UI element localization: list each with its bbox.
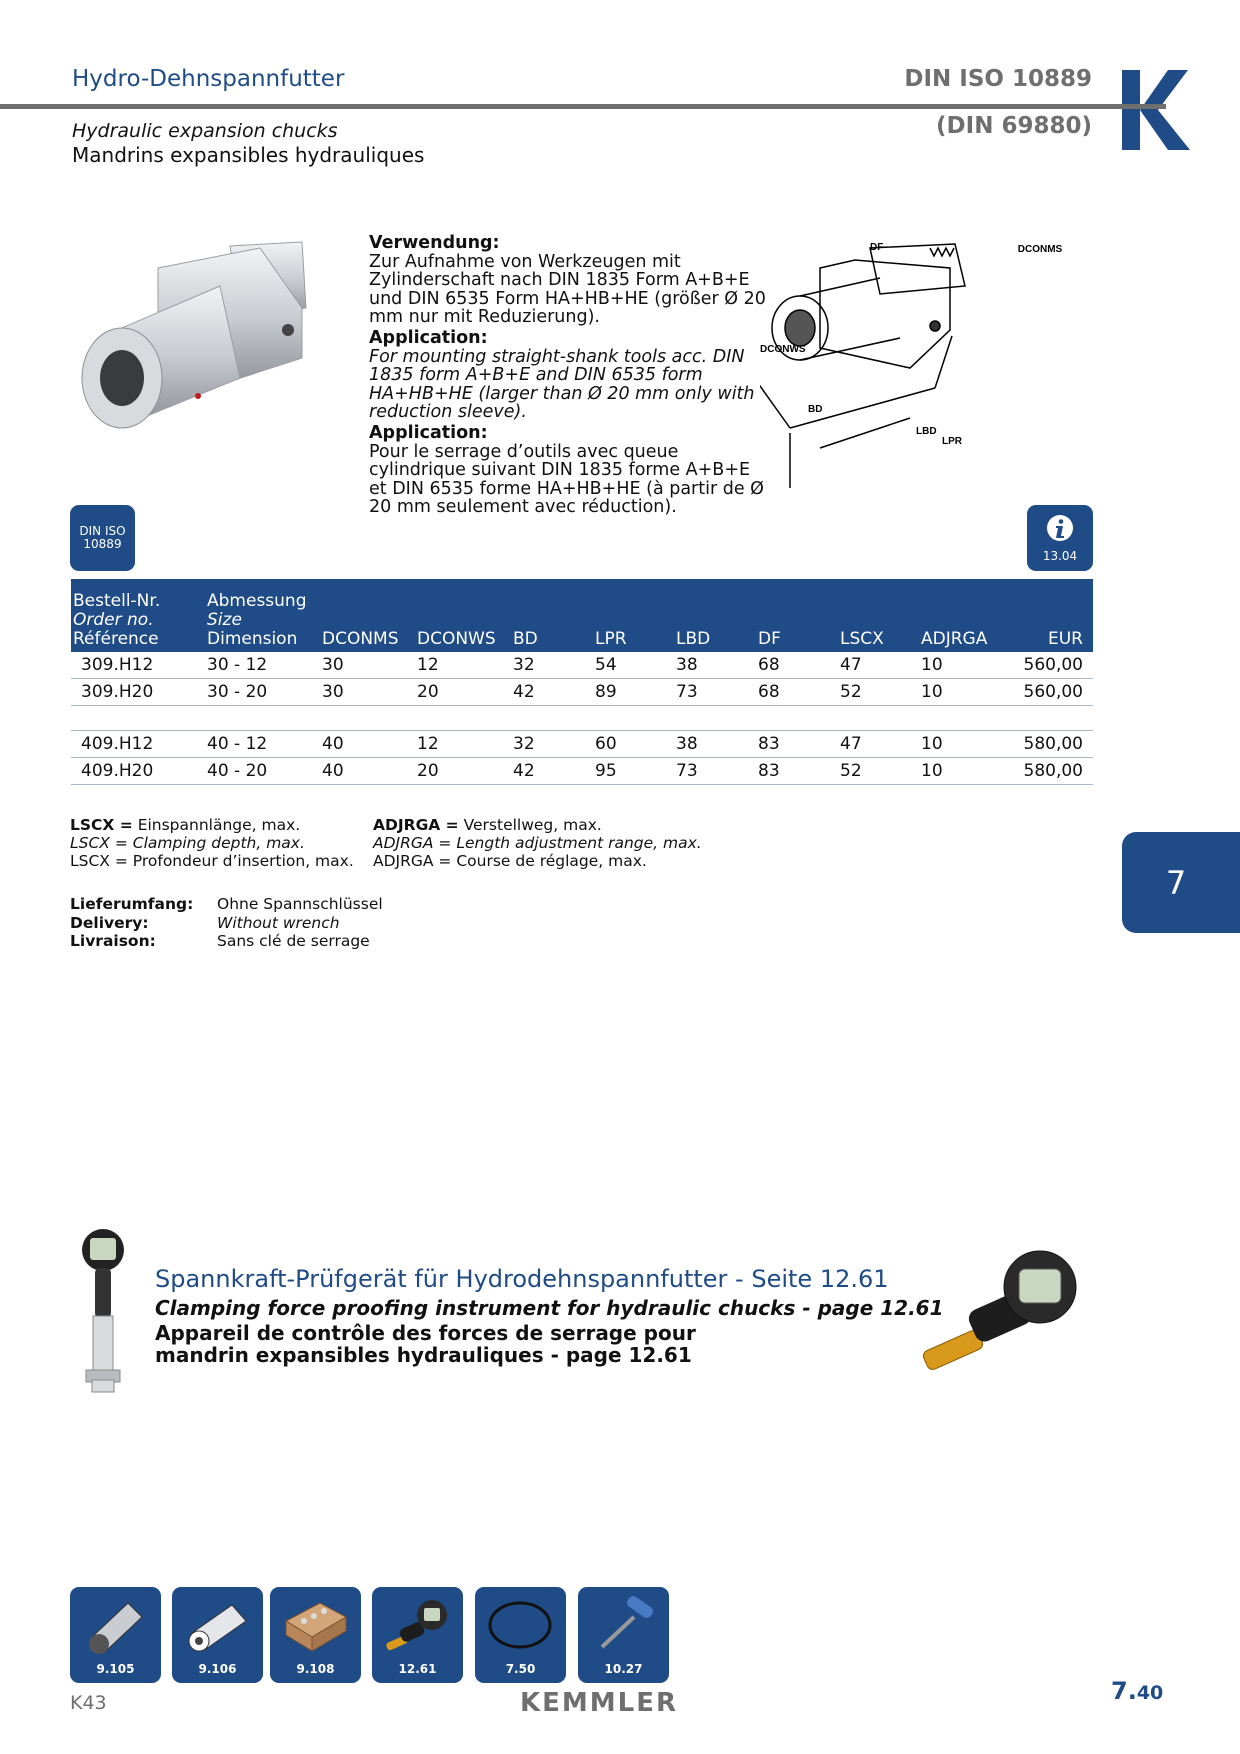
accessory-ref: 7.50 [505,1662,536,1676]
accessory-tile[interactable] [270,1587,361,1683]
kemmler-logo-icon [1120,70,1190,150]
delivery-info: Lieferumfang: Ohne Spannschlüssel Delivery: Without wrench Livraison: Sans clé de serrage [70,895,383,950]
accessory-ref: 9.105 [96,1662,135,1676]
header-adjrga: ADJRGA [919,579,1001,652]
usage-description [369,234,769,519]
din-standard: DIN ISO 10889 [904,66,1092,92]
force-gauge-photo [915,1245,1095,1380]
accessory-ref: 9.108 [296,1662,335,1676]
force-gauge-icon [382,1595,452,1655]
chuck-photo [70,238,340,458]
legend-lscx: LSCX = Einspannlänge, max. LSCX = Clamping depth, max. LSCX = Profondeur d’insertion, max. [70,816,354,870]
reduction-sleeve-icon [80,1595,150,1655]
footer-code: K43 [70,1692,107,1714]
label-lpr: LPR [942,436,962,447]
label-dconws: DCONWS [760,344,806,355]
info-icon [1045,513,1075,543]
header-eur: EUR [1001,579,1093,652]
o-ring-icon [485,1595,555,1655]
table-row: 309.H12 30 - 12 30 12 32 54 38 68 47 10 560,00 [71,652,1093,679]
subtitle-fr: Mandrins expansibles hydrauliques [72,143,425,167]
table-row: 409.H20 40 - 20 40 20 42 95 73 83 52 10 580,00 [71,758,1093,785]
usage-text-en: For mounting straight-shank tools acc. DIN 1835 form A+B+E and DIN 6535 form HA+HB+HE (larger than Ø 20 mm only with reduction sleeve). [369,346,755,423]
accessory-tile[interactable] [70,1587,161,1683]
label-lbd: LBD [916,426,937,437]
label-df: DF [870,242,884,253]
accessory-ref: 10.27 [604,1662,643,1676]
accessory-tile[interactable] [475,1587,566,1683]
accessory-tile[interactable] [372,1587,463,1683]
promo-title-en: Clamping force proofing instrument for hydraulic chucks - page 12.61 [155,1296,944,1320]
accessory-ref: 12.61 [398,1662,437,1676]
din-standard-old: (DIN 69880) [936,113,1092,139]
label-bd: BD [808,404,823,415]
usage-text-fr: Pour le serrage d’outils avec queue cylindrique suivant DIN 1835 forme A+B+E et DIN 6535 forme HA+HB+HE (à partir de Ø 20 mm seulement avec réduction). [369,441,764,518]
hex-key-icon [588,1595,658,1655]
table-header-row [71,579,1093,652]
din-badge-line1: DIN ISO [79,524,126,538]
header-lpr: LPR [593,579,674,652]
accessory-tile[interactable] [172,1587,263,1683]
page-title: Hydro-Dehnspannfutter [72,66,345,92]
header-rule [0,104,1122,109]
din-badge-line2: 10889 [83,537,122,551]
header-lscx: LSCX [838,579,919,652]
header-size: Abmessung Size Dimension [205,579,320,652]
header-dconms: DCONMS [320,579,415,652]
din-iso-badge [70,505,135,571]
page-number: 7.40 [1111,1677,1164,1705]
dimension-drawing [760,238,1090,488]
header-dconws: DCONWS [415,579,511,652]
header-order: Bestell-Nr. Order no. Référence [71,579,205,652]
legend-adjrga: ADJRGA = Verstellweg, max. ADJRGA = Length adjustment range, max. ADJRGA = Course de réglage, max. [373,816,702,870]
table-row: 409.H12 40 - 12 40 12 32 60 38 83 47 10 580,00 [71,731,1093,758]
info-badge-ref: 13.04 [1042,549,1078,563]
subtitle-en: Hydraulic expansion chucks [72,120,338,142]
test-device-photo [78,1228,128,1393]
table-row: 309.H20 30 - 20 30 20 42 89 73 68 52 10 560,00 [71,679,1093,706]
footer-brand: KEMMLER [520,1688,679,1718]
promo-title-fr: Appareil de contrôle des forces de serrage pour mandrin expansibles hydrauliques - page 12.61 [155,1321,696,1367]
table-spacer-row [71,706,1093,731]
accessory-ref: 9.106 [198,1662,237,1676]
usage-text-de: Zur Aufnahme von Werkzeugen mit Zylinderschaft nach DIN 1835 Form A+B+E und DIN 6535 Form HA+HB+HE (größer Ø 20 mm nur mit Reduzierung). [369,251,766,328]
sleeve-set-box-icon [280,1595,350,1655]
header-lbd: LBD [674,579,756,652]
chapter-tab[interactable]: 7 [1122,832,1240,933]
accessory-tile[interactable] [578,1587,669,1683]
sleeve-icon [182,1595,252,1655]
usage-heading-de: Verwendung: [369,233,500,253]
usage-heading-en: Application: [369,327,488,348]
usage-heading-fr: Application: [369,422,488,443]
info-badge[interactable] [1027,505,1093,571]
header-bd: BD [511,579,593,652]
label-dconms: DCONMS [1017,244,1063,255]
header-df: DF [756,579,838,652]
promo-title-de[interactable]: Spannkraft-Prüfgerät für Hydrodehnspannfutter - Seite 12.61 [155,1265,889,1293]
product-table [71,579,1093,785]
